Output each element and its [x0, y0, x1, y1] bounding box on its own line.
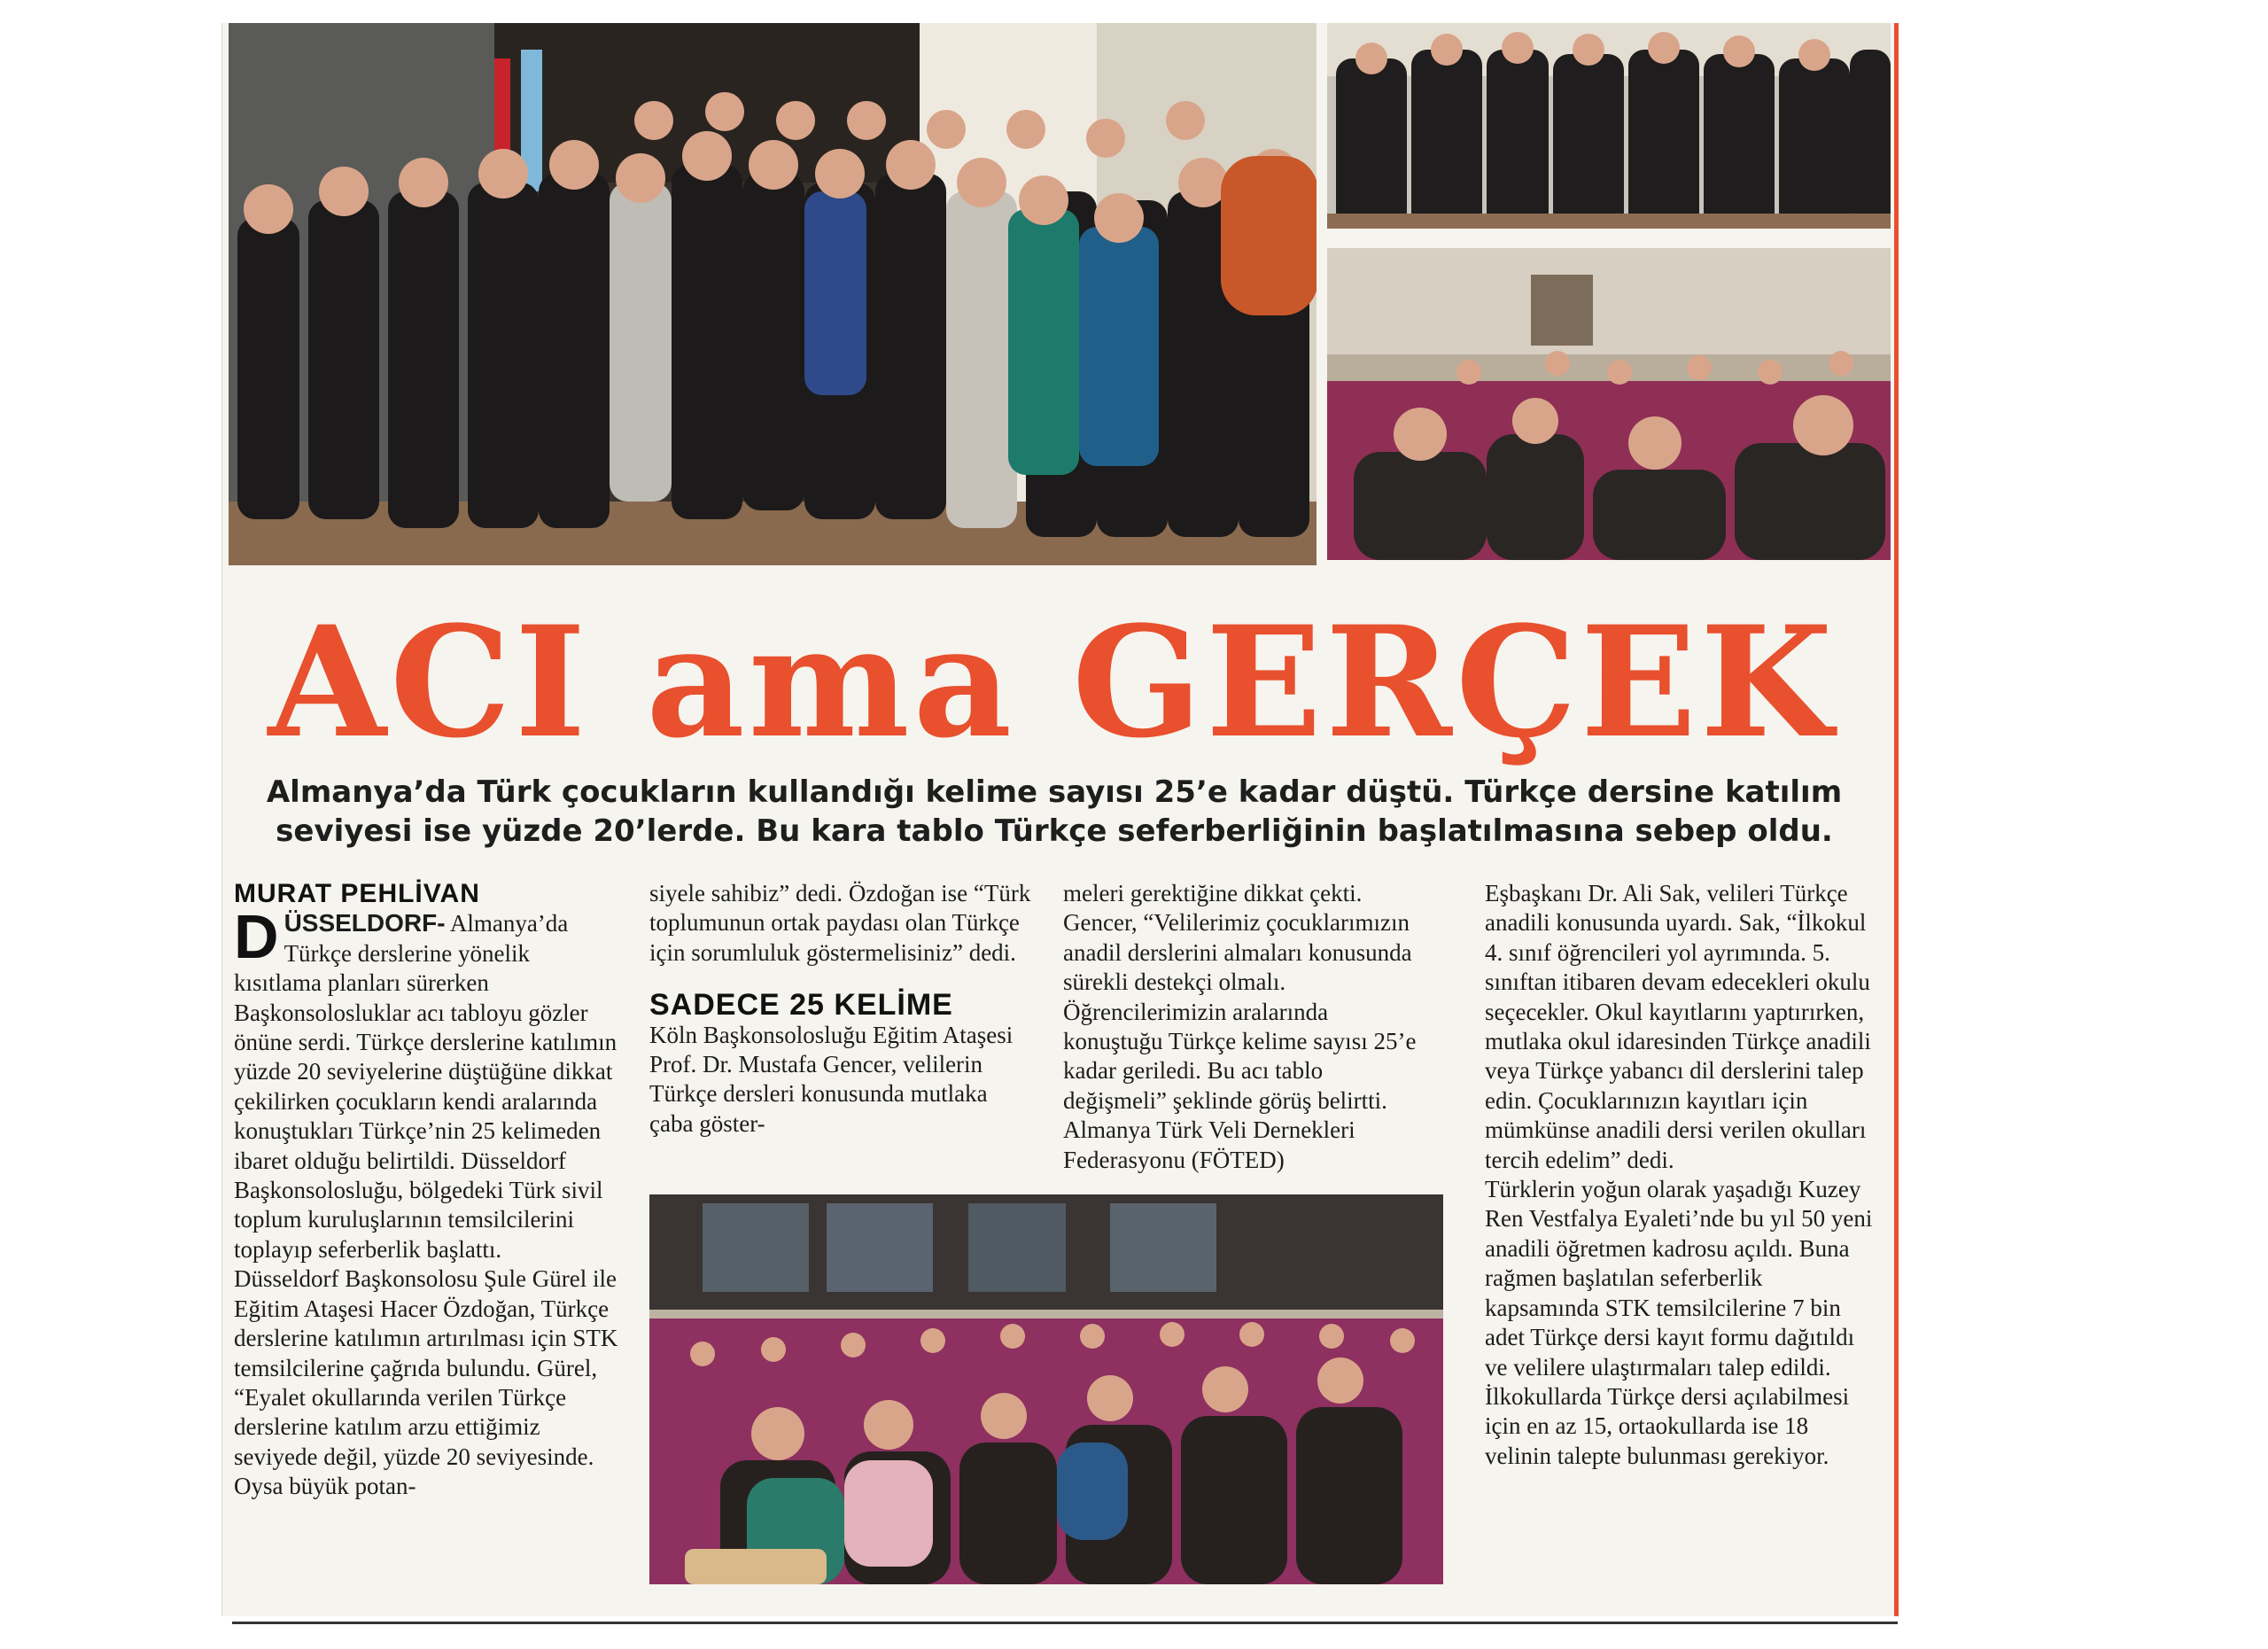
drop-cap: D — [234, 902, 279, 972]
body-paragraph — [234, 902, 619, 1264]
headline: ACI ama GERÇEK — [268, 592, 1837, 772]
lead-paragraph: Almanya’da Türk çocukların kullandığı kelime sayısı 25’e kadar düştü. Türkçe dersine katılım seviyesi ise yüzde 20’lerde. Bu kara tablo Türkçe seferberliğinin başlatılmasına sebep oldu. — [266, 774, 1843, 849]
dateline: ÜSSELDORF- — [284, 909, 446, 937]
group-photo-small — [1327, 23, 1891, 229]
audience-photo — [649, 1194, 1443, 1584]
subheading: SADECE 25 KELİME — [649, 988, 953, 1023]
column-1 — [234, 879, 619, 1502]
body-paragraph: Türklerin yoğun olarak yaşadığı Kuzey Ren Vestfalya Eyaleti’nde bu yıl 50 yeni anadili öğretmen kadrosu açıldı. Buna rağmen başlatılan seferberlik kapsamında STK temsilcilerine 7 bin adet Türkçe dersi kayıt formu dağıtıldı ve velilere ulaştırmaları talep edildi. İlkokullarda Türkçe dersi açılabilmesi için en az 15, ortaokullarda ise 18 velinin talepte bulunması gerekiyor. — [1485, 1176, 1873, 1469]
body-paragraph: siyele sahibiz” dedi. Özdoğan ise “Türk toplumunun ortak paydası olan Türkçe için sorumluluk göstermelisiniz” dedi. — [649, 880, 1031, 966]
column-2 — [649, 879, 1037, 1139]
body-paragraph: Eşbaşkanı Dr. Ali Sak, velileri Türkçe anadili konusunda uyardı. Sak, “İlkokul 4. sınıf öğrencileri yol ayrımında. 5. sınıftan itibaren devam edecekleri okulu seçecekler. Okul kayıtlarını yaptırırken, mutlaka okul idaresinden Türkçe anadili veya Türkçe yabancı dil derslerini talep edin. Çocuklarınızın kayıtları için mümkünse anadili dersi verilen okulları tercih edelim” dedi. — [1485, 880, 1871, 1173]
group-photo — [229, 23, 1317, 565]
body-paragraph: Düsseldorf Başkonsolosu Şule Gürel ile Eğitim Ataşesi Hacer Özdoğan, Türkçe derslerine katılımın artırılması için STK temsilcilerine çağrıda bulundu. Gürel, “Eyalet okullarında verilen Türkçe derslerine katılım arzu ettiğimiz seviyede değil, yüzde 20 seviyesinde. Oysa büyük potan- — [234, 1265, 618, 1500]
bottom-rule — [232, 1622, 1898, 1624]
column-3 — [1063, 879, 1426, 1175]
red-margin-rule — [1894, 23, 1899, 1616]
body-paragraph: Köln Başkonsolosluğu Eğitim Ataşesi Prof. Dr. Mustafa Gencer, velilerin Türkçe dersleri konusunda mutlaka çaba göster- — [649, 1021, 1014, 1137]
body-text: Almanya’da Türkçe derslerine yönelik kısıtlama planları sürerken Başkonsolosluklar acı tabloyu gözler önüne serdi. Türkçe derslerine katılımın yüzde 20 seviyelerine düştüğüne dikkat çekilirken çocukların kendi aralarında konuştukları Türkçe’nin 25 kelimeden ibaret olduğu belirtildi. Düsseldorf Başkonsolosluğu, bölgedeki Türk sivil toplum kuruluşlarının temsilcilerini toplayıp seferberlik başlattı. — [234, 910, 617, 1263]
audience-photo-side — [1327, 248, 1891, 560]
column-4 — [1485, 879, 1875, 1471]
body-paragraph: meleri gerektiğine dikkat çekti. Gencer, “Velilerimiz çocuklarımızın anadil derslerini almaları konusunda sürekli destekçi olmalı. Öğrencilerimizin aralarında konuştuğu Türkçe kelime sayısı 25’e kadar geriledi. Bu acı tablo değişmeli” şeklinde görüş belirtti. Almanya Türk Veli Dernekleri Federasyonu (FÖTED) — [1063, 880, 1417, 1173]
author-byline: MURAT PEHLİVAN — [234, 879, 480, 908]
